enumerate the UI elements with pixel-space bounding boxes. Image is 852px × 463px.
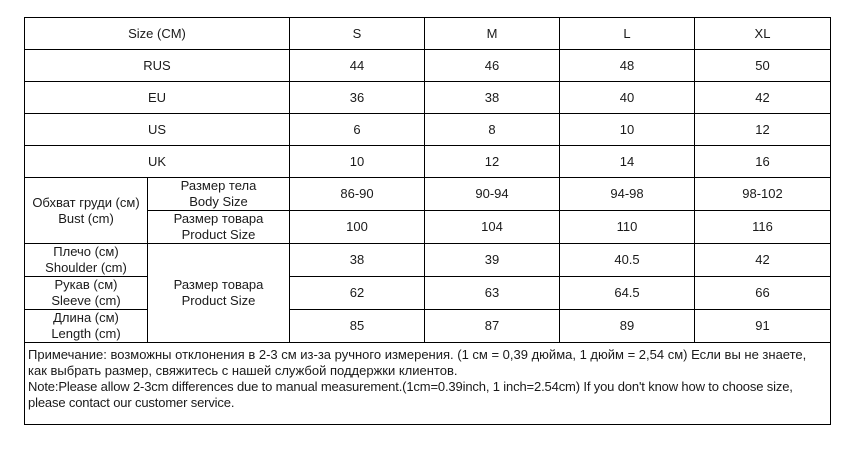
bust-label	[25, 178, 148, 244]
table-cell: 100	[290, 211, 425, 244]
table-cell: 104	[425, 211, 560, 244]
bust-label-en: Bust (cm)	[58, 210, 114, 226]
row-label-us: US	[25, 114, 290, 146]
row-label-uk: UK	[25, 146, 290, 178]
eu-row	[25, 82, 831, 114]
shoulder-label-en: Shoulder (cm)	[45, 260, 127, 275]
table-cell: 64.5	[560, 277, 695, 310]
note-en-line2: please contact our customer service.	[28, 395, 235, 410]
note-ru-line2: как выбрать размер, свяжитесь с нашей службой поддержки клиентов.	[28, 363, 458, 378]
table-cell: 16	[695, 146, 831, 178]
table-cell: 90-94	[425, 178, 560, 211]
table-cell: 62	[290, 277, 425, 310]
bust-label-ru: Обхват груди (см)	[32, 194, 140, 210]
size-cm-label: Size (CM)	[128, 25, 186, 41]
table-cell: 36	[290, 82, 425, 114]
table-cell: 110	[560, 211, 695, 244]
table-cell: 8	[425, 114, 560, 146]
table-cell: 98-102	[695, 178, 831, 211]
row-label-rus: RUS	[25, 50, 290, 82]
sleeve-label-en: Sleeve (cm)	[51, 293, 121, 308]
table-cell: 39	[425, 244, 560, 277]
rus-row	[25, 50, 831, 82]
table-cell: 12	[695, 114, 831, 146]
table-cell: 66	[695, 277, 831, 310]
table-cell: 63	[425, 277, 560, 310]
table-cell: 6	[290, 114, 425, 146]
length-label	[25, 310, 148, 343]
table-cell: 86-90	[290, 178, 425, 211]
size-chart-table	[24, 17, 831, 425]
table-cell: 89	[560, 310, 695, 343]
table-cell: 40	[560, 82, 695, 114]
note-ru-line1: Примечание: возможны отклонения в 2-3 см из-за ручного измерения. (1 см = 0,39 дюйма, 1 дюйм = 2,54 см) Если вы не знаете,	[28, 347, 807, 362]
table-cell: 42	[695, 244, 831, 277]
shoulder-label	[25, 244, 148, 277]
product-size-label-ru: Размер товара	[173, 211, 264, 226]
shoulder-row	[25, 244, 831, 277]
body-size-label-en: Body Size	[189, 194, 248, 209]
sleeve-label	[25, 277, 148, 310]
table-cell: 48	[560, 50, 695, 82]
size-header-label	[25, 18, 290, 50]
table-cell: 44	[290, 50, 425, 82]
table-cell: 10	[290, 146, 425, 178]
table-cell: 116	[695, 211, 831, 244]
product-size-group-label	[148, 244, 290, 343]
length-label-ru: Длина (см)	[53, 310, 119, 325]
length-row	[25, 310, 831, 343]
header-row	[25, 18, 831, 50]
bust-product-size-label	[148, 211, 290, 244]
table-cell: 14	[560, 146, 695, 178]
product-size-group-en: Product Size	[181, 293, 256, 308]
table-cell: 85	[290, 310, 425, 343]
body-size-label	[148, 178, 290, 211]
size-s-header: S	[290, 18, 425, 50]
row-label-eu: EU	[25, 82, 290, 114]
us-row	[25, 114, 831, 146]
shoulder-label-ru: Плечо (см)	[53, 244, 119, 259]
uk-row	[25, 146, 831, 178]
table-cell: 42	[695, 82, 831, 114]
bust-body-size-row	[25, 178, 831, 211]
product-size-group-ru: Размер товара	[173, 277, 264, 292]
sleeve-label-ru: Рукав (см)	[54, 277, 118, 292]
table-cell: 12	[425, 146, 560, 178]
note-cell	[25, 343, 831, 425]
product-size-label-en: Product Size	[181, 227, 256, 242]
length-label-en: Length (cm)	[51, 326, 121, 341]
sleeve-row	[25, 277, 831, 310]
table-cell: 10	[560, 114, 695, 146]
table-cell: 94-98	[560, 178, 695, 211]
table-cell: 46	[425, 50, 560, 82]
body-size-label-ru: Размер тела	[180, 178, 257, 193]
table-cell: 50	[695, 50, 831, 82]
note-row	[25, 343, 831, 425]
table-cell: 38	[425, 82, 560, 114]
table-cell: 38	[290, 244, 425, 277]
note-en-line1: Note:Please allow 2-3cm differences due to manual measurement.(1cm=0.39inch, 1 inch=2.54cm) If you don't know how to choose size,	[28, 379, 793, 394]
table-cell: 87	[425, 310, 560, 343]
table-cell: 91	[695, 310, 831, 343]
size-xl-header: XL	[695, 18, 831, 50]
table-cell: 40.5	[560, 244, 695, 277]
size-l-header: L	[560, 18, 695, 50]
size-m-header: M	[425, 18, 560, 50]
